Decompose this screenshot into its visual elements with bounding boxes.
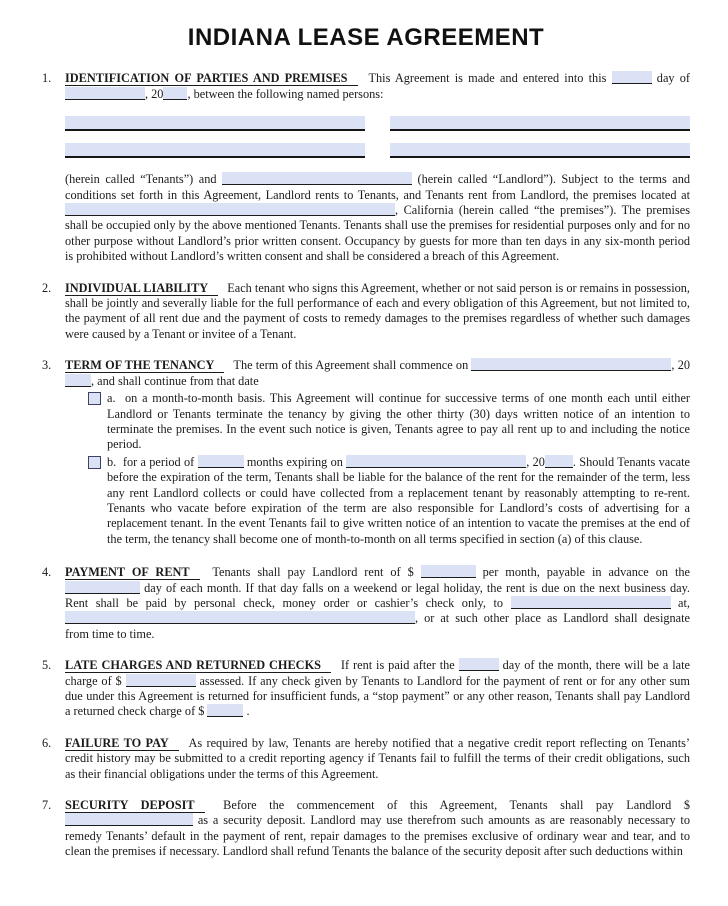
section-number: 4. — [42, 565, 52, 580]
section-content — [65, 565, 690, 642]
text-run: , and shall continue from that date — [91, 373, 259, 388]
text-run: for a period of — [122, 454, 198, 469]
text-run: This Agreement is made and entered into this — [363, 71, 612, 86]
page-title: INDIANA LEASE AGREEMENT — [187, 24, 545, 51]
text-run: on a month-to-month basis. This Agreement will continue for successive terms of one month each until either Landlord or Tenants terminate the tenancy by giving the other thirty (30) days written notice of an intention to terminate the premises. In the event such notice is given, Tenants agree to pay all rent up to and including the notice period. — [107, 391, 690, 452]
commencement-year-blank[interactable] — [65, 374, 91, 387]
text-run: (herein called “Landlord”). Subject to the terms and conditions set forth in this Agreement, Landlord rents to Tenants, and Tenants rent from Landlord, the premises located at — [65, 172, 690, 202]
text-run: day of each month. If that day falls on a weekend or legal holiday, the rent is due on the next business day. Rent shall be paid by personal check, money order or cashier’s check only, to — [65, 580, 690, 610]
party-name-field-3[interactable] — [65, 143, 365, 158]
text-run: If rent is paid after the — [336, 658, 459, 673]
text-run: , or at such other place as Landlord shall designate from time to time. — [65, 611, 690, 641]
text-run: Tenants shall pay Landlord rent of $ — [205, 565, 421, 580]
section-4 — [42, 565, 690, 642]
section-heading: INDIVIDUAL LIABILITY — [65, 281, 218, 296]
checkbox-item-letter: b. — [107, 454, 117, 469]
text-run: , 20 — [526, 454, 545, 469]
section-heading: LATE CHARGES AND RETURNED CHECKS — [65, 658, 331, 673]
section-number: 3. — [42, 358, 52, 373]
party-name-field-1[interactable] — [65, 116, 365, 131]
agreement-month-blank[interactable] — [65, 87, 145, 100]
section-3 — [42, 358, 690, 549]
section-heading: IDENTIFICATION OF PARTIES AND PREMISES — [65, 71, 358, 86]
paragraph — [65, 565, 690, 642]
section-heading: FAILURE TO PAY — [65, 736, 179, 751]
paragraph — [65, 281, 690, 343]
party-name-field-4[interactable] — [390, 143, 690, 158]
landlord-name-blank[interactable] — [222, 172, 412, 185]
text-run: The term of this Agreement shall commence on — [230, 358, 472, 373]
checkbox-item — [88, 455, 690, 547]
text-run: day of — [651, 71, 691, 86]
text-run: as a security deposit. Landlord may use therefrom such amounts as are reasonably necessary to remedy Tenants’ default in the payment of rent, repair damages to the premises exclusive of ordinary wear and tear, and to clean the premises if necessary. Landlord shall refund Tenants the balance of the security deposit after such deductions within — [65, 813, 690, 859]
text-run: . Should Tenants vacate before the expiration of the term, Tenants shall be liable for the balance of the rent for the remainder of the term, less any rent Landlord collects or could have collected from a replacement tenant by reasonably attempting to re-rent. Tenants who vacate before expiration of the term are also responsible for Landlord’s costs of advertising for a replacement tenant. In the event Tenants fail to give written notice of an intention to vacate the premises at the end of the term, the tenancy shall become one of month-to-month on all terms specified in section (a) of this clause. — [107, 454, 690, 546]
section-heading: PAYMENT OF RENT — [65, 565, 200, 580]
paragraph — [65, 172, 690, 264]
returned-check-charge-blank[interactable] — [207, 704, 243, 717]
text-run: , California (herein called “the premises”). The premises shall be occupied only by the above mentioned Tenants. Tenants shall use the premises for residential purposes only and for no other purpose without Landlord’s prior written consent. Occupancy by guests for more than ten days in any six-month period is prohibited without Landlord’s written consent and shall be considered a breach of this Agreement. — [65, 203, 690, 264]
section-2 — [42, 281, 690, 343]
section-content — [65, 798, 690, 860]
commencement-date-blank[interactable] — [471, 358, 671, 371]
section-content — [65, 71, 690, 264]
month-to-month-checkbox[interactable] — [88, 392, 101, 405]
text-run: , 20 — [145, 86, 164, 101]
rent-due-day-blank[interactable] — [65, 581, 140, 594]
section-content — [65, 358, 690, 549]
section-number: 1. — [42, 71, 52, 86]
security-deposit-blank[interactable] — [65, 813, 193, 826]
section-content — [65, 658, 690, 720]
expiration-year-blank[interactable] — [545, 455, 573, 468]
rent-payee-blank[interactable] — [511, 596, 671, 609]
text-run: As required by law, Tenants are hereby notified that a negative credit report reflecting on Tenants’ credit history may be submitted to a credit reporting agency if Tenants fail to fulfill the terms of their credit obligations, such as their financial obligations under the terms of this Agreement. — [65, 735, 690, 781]
expiration-date-blank[interactable] — [346, 455, 526, 468]
checkbox-item — [88, 391, 690, 453]
term-months-blank[interactable] — [198, 455, 244, 468]
section-number: 7. — [42, 798, 52, 813]
section-6 — [42, 736, 690, 782]
section-content — [65, 736, 690, 782]
section-heading: TERM OF THE TENANCY — [65, 358, 224, 373]
paragraph — [65, 736, 690, 782]
party-name-field-2[interactable] — [390, 116, 690, 131]
section-7 — [42, 798, 690, 860]
text-run: Before the commencement of this Agreement, Tenants shall pay Landlord $ — [210, 798, 690, 813]
premises-address-blank[interactable] — [65, 203, 395, 216]
payment-address-blank[interactable] — [65, 611, 415, 624]
section-number: 6. — [42, 735, 52, 750]
section-heading: SECURITY DEPOSIT — [65, 798, 205, 813]
text-run: . — [243, 704, 250, 719]
sections — [42, 71, 690, 859]
text-run: at, — [670, 595, 690, 610]
section-1 — [42, 71, 690, 264]
late-after-day-blank[interactable] — [459, 658, 499, 671]
late-charge-amount-blank[interactable] — [126, 674, 196, 687]
name-fields-grid — [65, 116, 690, 158]
paragraph — [65, 658, 690, 720]
paragraph — [65, 71, 690, 102]
section-content — [65, 281, 690, 343]
section-number: 5. — [42, 658, 52, 673]
checkbox-item-text — [107, 391, 690, 453]
text-run: assessed. If any check given by Tenants to Landlord for the payment of rent or for any other sum due under this Agreement is returned for insufficient funds, a “stop payment” or any other reason, Tenants shall pay Landlord a returned check charge of $ — [65, 673, 690, 719]
fixed-term-checkbox[interactable] — [88, 456, 101, 469]
section-5 — [42, 658, 690, 720]
text-run: per month, payable in advance on the — [475, 565, 690, 580]
agreement-year-blank[interactable] — [163, 87, 187, 100]
rent-amount-blank[interactable] — [421, 565, 476, 578]
paragraph — [65, 358, 690, 389]
text-run: day of the month, there will be a late charge of $ — [65, 658, 691, 688]
checkbox-item-text — [107, 455, 690, 547]
agreement-day-blank[interactable] — [612, 71, 652, 84]
text-run: (herein called “Tenants”) and — [65, 172, 223, 187]
section-number: 2. — [42, 280, 52, 295]
text-run: months expiring on — [243, 454, 347, 469]
text-run: , between the following named persons: — [187, 86, 384, 101]
paragraph — [65, 798, 690, 860]
text-run: , 20 — [671, 358, 690, 373]
text-run: Each tenant who signs this Agreement, whether or not said person is or remains in possession, shall be jointly and severally liable for the full performance of each and every obligation of this Agreement, but not limited to, the payment of all rent due and the payment of costs to remedy damages to the premises regardless of whether such damages were caused by a Tenant or invitee of a Tenant. — [65, 280, 691, 341]
checkbox-item-letter: a. — [107, 391, 116, 406]
